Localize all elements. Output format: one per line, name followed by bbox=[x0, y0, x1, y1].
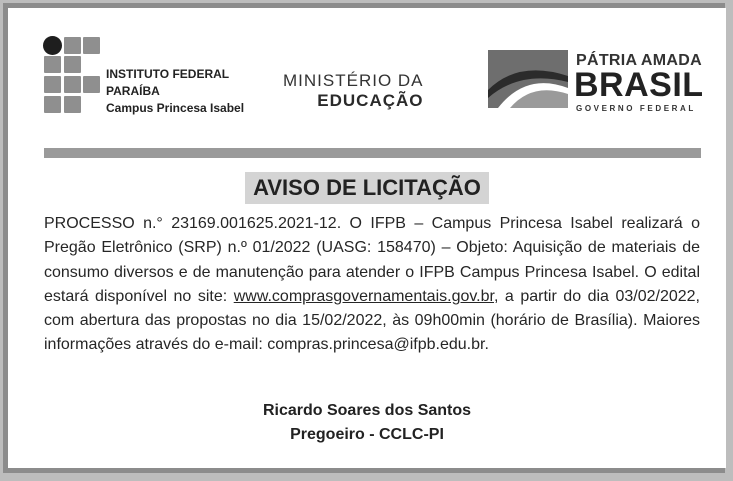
government-logo bbox=[488, 48, 703, 118]
notice-body bbox=[44, 212, 700, 358]
signer-name: Ricardo Soares dos Santos bbox=[262, 402, 472, 419]
brasil-emblem-icon bbox=[488, 50, 568, 108]
signature bbox=[8, 399, 726, 447]
notice-frame bbox=[3, 3, 725, 473]
site-link[interactable]: www.comprasgovernamentais.gov.br bbox=[233, 287, 494, 305]
notice-body-part2: , a partir do dia 03/02/2022, com abertura das propostas no dia 15/02/2022, às 09h00min (horário de Brasília). Maiores informações através do e-mail: compras.princesa@ifpb.edu.br. bbox=[44, 287, 700, 354]
gov-line1: PÁTRIA AMADA bbox=[576, 52, 702, 69]
if-line3: Campus Princesa Isabel bbox=[106, 101, 245, 115]
if-line2: PARAÍBA bbox=[106, 84, 160, 98]
notice-title-wrap bbox=[8, 172, 726, 204]
if-logo-text bbox=[106, 66, 244, 117]
signer-role: Pregoeiro - CCLC-PI bbox=[290, 426, 444, 443]
notice-page bbox=[8, 8, 726, 468]
notice-body-part1: PROCESSO n.° 23169.001625.2021-12. O IFPB – Campus Princesa Isabel realizará o Pregão Eletrônico (SRP) n.º 01/2022 (UASG: 158470) – Objeto: Aquisição de materiais de consumo diversos e de manutenção para atender o IFPB Campus Princesa Isabel. O edital estará disponível no site: bbox=[44, 215, 700, 305]
ministry-line2: EDUCAÇÃO bbox=[317, 91, 424, 110]
ministry-logo bbox=[283, 71, 424, 111]
notice-title: AVISO DE LICITAÇÃO bbox=[245, 172, 489, 204]
if-grid-icon bbox=[43, 36, 103, 116]
if-line1: INSTITUTO FEDERAL bbox=[106, 67, 230, 81]
gov-line3: GOVERNO FEDERAL bbox=[576, 104, 696, 113]
if-logo bbox=[43, 36, 263, 126]
header-divider bbox=[44, 148, 701, 158]
gov-line2: BRASIL bbox=[574, 66, 704, 104]
ministry-line1: MINISTÉRIO DA bbox=[283, 71, 424, 90]
